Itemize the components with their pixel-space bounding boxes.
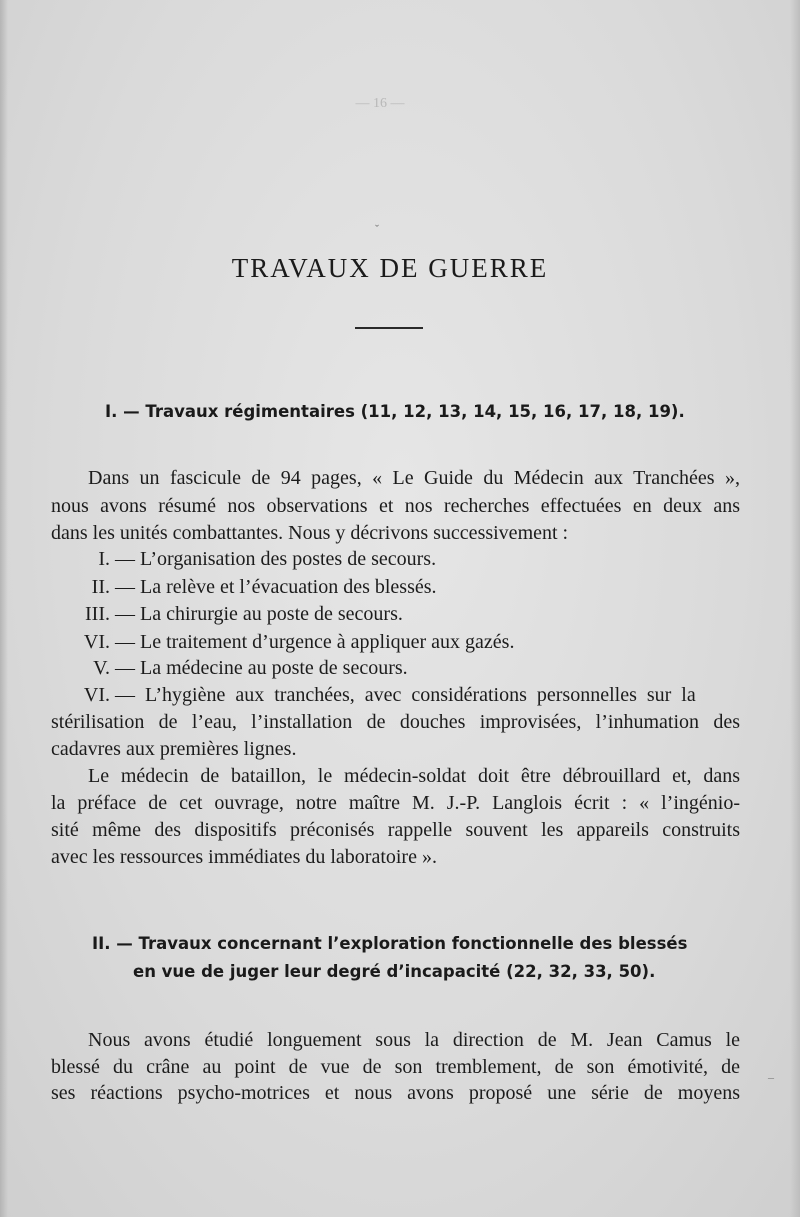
list-item-number: VI.	[83, 684, 110, 706]
list-item-number: II.	[91, 576, 110, 598]
list-item-text: — L’organisation des postes de secours.	[115, 548, 437, 570]
list-item	[73, 575, 437, 599]
page-number: — 16 —	[355, 96, 405, 111]
paragraph-1-line-3: dans les unités combattantes. Nous y décrivons successivement :	[51, 522, 569, 544]
paragraph-2-line-2: la préface de cet ouvrage, notre maître M. J.-P. Langlois écrit : « l’ingénio-	[51, 792, 740, 814]
list-item-text: — La chirurgie au poste de secours.	[115, 603, 403, 625]
list-item-number: V.	[93, 657, 110, 679]
paragraph-1-line-2: nous avons résumé nos observations et nos recherches effectuées en deux ans	[51, 495, 740, 517]
stray-mark: ˇ	[375, 222, 379, 236]
list-continuation-line-1: stérilisation de l’eau, l’installation de douches improvisées, l’inhumation des	[51, 711, 740, 733]
list-continuation-line-2: cadavres aux premières lignes.	[51, 738, 297, 760]
list-item	[73, 656, 408, 680]
paragraph-1-line-1: Dans un fascicule de 94 pages, « Le Guide du Médecin aux Tranchées »,	[88, 467, 740, 489]
section-heading-2-line-1: II. — Travaux concernant l’exploration fonctionnelle des blessés	[92, 934, 688, 953]
paragraph-2-line-1: Le médecin de bataillon, le médecin-soldat doit être débrouillard et, dans	[88, 765, 740, 787]
list-item	[73, 683, 740, 707]
list-item	[73, 547, 436, 571]
list-item	[73, 630, 514, 654]
page-edge-left	[0, 0, 8, 1217]
paragraph-3-line-3: ses réactions psycho-motrices et nous avons proposé une série de moyens	[51, 1082, 740, 1104]
stray-mark: –	[768, 1070, 774, 1084]
page-edge-right	[790, 0, 800, 1217]
list-item-text: — L’hygiène aux tranchées, avec considérations personnelles sur la	[115, 684, 696, 706]
list-item-number: III.	[85, 603, 110, 625]
list-item-text: — La relève et l’évacuation des blessés.	[115, 576, 437, 598]
list-item-number: I.	[98, 548, 110, 570]
list-item-text: — Le traitement d’urgence à appliquer aux gazés.	[115, 631, 515, 653]
paragraph-3-line-2: blessé du crâne au point de vue de son tremblement, de son émotivité, de	[51, 1056, 740, 1078]
section-heading-2-line-2: en vue de juger leur degré d’incapacité (22, 32, 33, 50).	[133, 962, 656, 981]
page-title: TRAVAUX DE GUERRE	[231, 253, 549, 283]
section-heading-1: I. — Travaux régimentaires (11, 12, 13, 14, 15, 16, 17, 18, 19).	[105, 402, 685, 421]
list-item	[73, 602, 403, 626]
list-item-text: — La médecine au poste de secours.	[115, 657, 408, 679]
paragraph-2-line-3: sité même des dispositifs préconisés rappelle souvent les appareils construits	[51, 819, 740, 841]
paragraph-3-line-1: Nous avons étudié longuement sous la direction de M. Jean Camus le	[88, 1029, 740, 1051]
list-item-number: VI.	[83, 631, 110, 653]
title-divider	[355, 327, 423, 329]
paragraph-2-line-4: avec les ressources immédiates du laboratoire ».	[51, 846, 437, 868]
